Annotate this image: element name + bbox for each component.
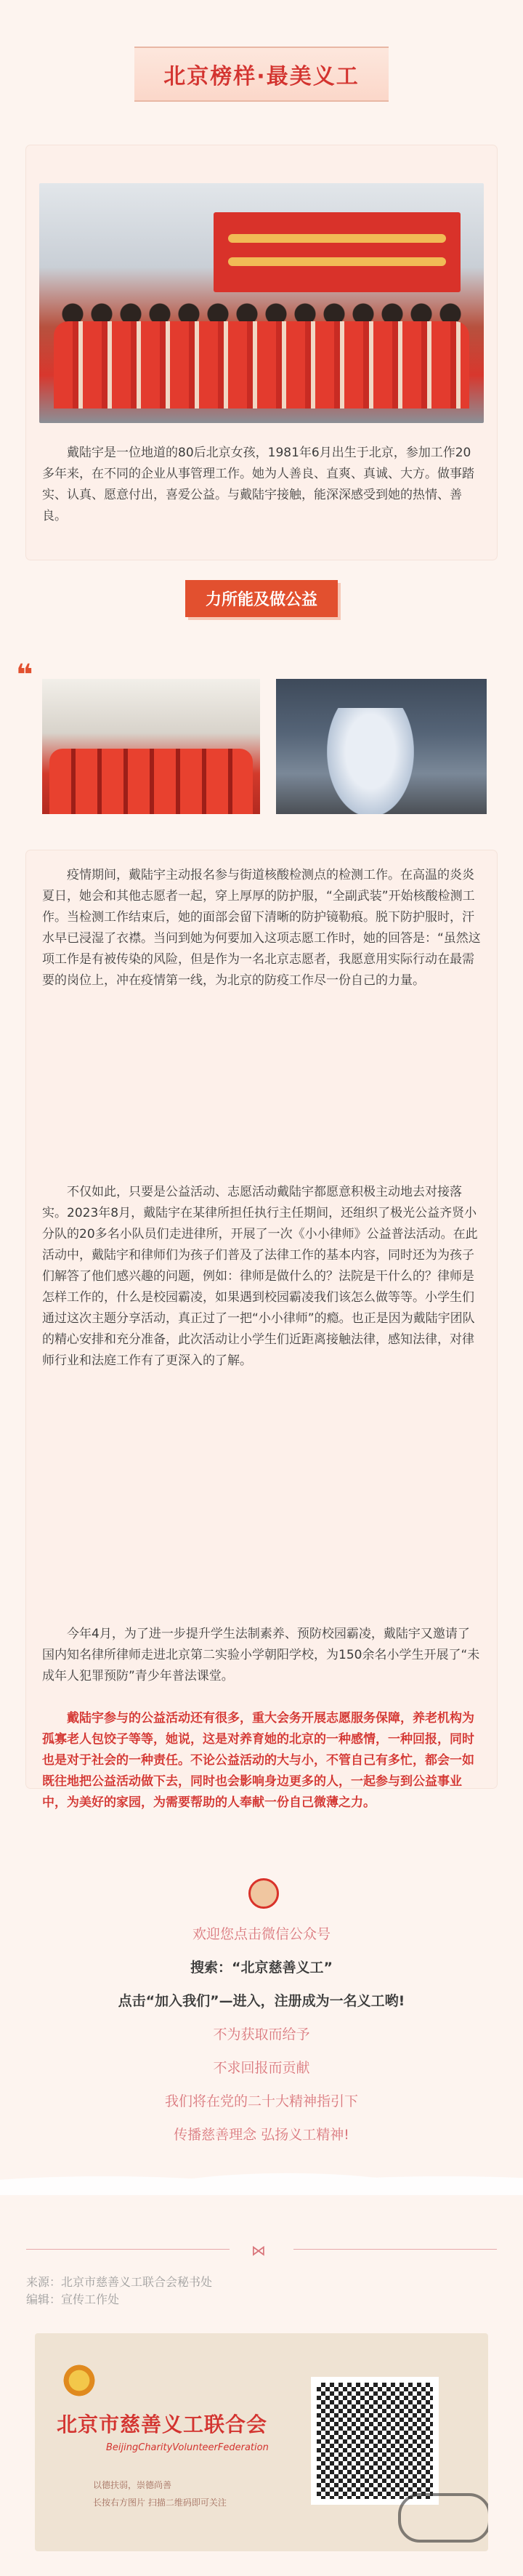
divider-line <box>26 2249 230 2250</box>
promo-card <box>35 2333 488 2551</box>
promo-slogan: 长按右方图片 扫描二维码即可关注 <box>93 2497 227 2508</box>
footer-line: 不求回报而贡献 <box>213 2060 310 2076</box>
editor-text: 编辑：宣传工作处 <box>26 2293 120 2306</box>
crowd-figures <box>54 321 469 408</box>
footer-join-line: 点击“加入我们”—进入，注册成为一名义工哟! <box>118 1993 405 2009</box>
footer-line: 不为获取而给予 <box>213 2026 310 2042</box>
quote-icon: ❝ <box>16 659 33 692</box>
group-photo <box>39 183 484 423</box>
protective-suit-figure <box>327 708 414 814</box>
footer-line: 传播慈善理念 弘扬义工精神! <box>174 2127 349 2143</box>
section-heading <box>0 580 523 617</box>
protective-suit-photo <box>276 679 487 814</box>
title-area <box>0 47 523 102</box>
story-paragraph-4-highlight: 戴陆宇参与的公益活动还有很多，重大会务开展志愿服务保障，养老机构为孤寡老人包饺子等等，她说，这是对养育她的北京的一种感情，一种回报，同时也是对于社会的一种责任。不论公益活动的大与小，不管自己有多忙，都会一如既往地把公益活动做下去，同时也会影响身边更多的人，一起参与到公益事业中，为美好的家园，为需要帮助的人奉献一份自己微薄之力。 <box>42 1711 474 1810</box>
cloud-decoration <box>0 2152 523 2195</box>
glasses-decoration-icon <box>398 2493 488 2543</box>
section-title: 力所能及做公益 <box>185 580 338 617</box>
bow-divider <box>26 2242 497 2259</box>
footer-line: 我们将在党的二十大精神指引下 <box>164 2093 358 2109</box>
page-title: 北京榜样·最美义工 <box>134 47 388 102</box>
story-paragraph-2: 不仅如此，只要是公益活动、志愿活动戴陆宇都愿意积极主动地去对接落实。2023年8月，戴陆宇在某律所担任执行主任期间，还组织了极光公益齐贤小分队的20多名小队员们走进律所，开展了一次《小小律师》公益普法活动。在此活动中，戴陆宇和律师们为孩子们普及了法律工作的基本内容，同时还为为孩子们解答了他们感兴趣的问题，例如：律师是做什么的？法院是干什么的？律师是怎样工作的，什么是校园霸凌，如果遇到校园霸凌我们该怎么做等等。小学生们通过这次主题分享活动，真正过了一把“小小律师”的瘾。也正是因为戴陆宇团队的精心安排和充分准备，此次活动让小学生们近距离接触法律，感知法律，对律师行业和法庭工作有了更深入的了解。 <box>42 1185 478 1368</box>
org-name-en: BeijingCharityVolunteerFederation <box>106 2442 269 2453</box>
children-photo <box>42 679 260 814</box>
source-text: 来源：北京市慈善义工联合会秘书处 <box>26 2275 213 2289</box>
divider-line <box>293 2249 497 2250</box>
banner-backdrop <box>214 212 461 292</box>
article-meta <box>26 2274 212 2309</box>
federation-logo-icon <box>61 2362 97 2399</box>
children-figures <box>49 749 253 814</box>
story-paragraph-1: 疫情期间，戴陆宇主动报名参与街道核酸检测点的检测工作。在高温的炎炎夏日，她会和其他志愿者一起，穿上厚厚的防护服，“全副武装”开始核酸检测工作。当检测工作结束后，她的面部会留下清晰的防护镜勒痕。脱下防护服时，汗水早已浸湿了衣襟。当问到她为何要加入这项志愿工作时，她的回答是：“虽然这项工作是有被传染的风险，但是作为一名北京志愿者，我愿意用实际行动在最需要的岗位上，冲在疫情第一线，为北京的防疫工作尽一份自己的力量。 <box>42 868 481 988</box>
story-paragraph-3: 今年4月，为了进一步提升学生法制素养、预防校园霸凌，戴陆宇又邀请了国内知名律所律师走进北京第二实验小学朝阳学校，为150余名小学生开展了“未成年人犯罪预防”青少年普法课堂。 <box>42 1627 480 1683</box>
intro-card <box>26 145 497 560</box>
qr-code[interactable] <box>311 2377 439 2505</box>
footer-line: 欢迎您点击微信公众号 <box>192 1926 331 1942</box>
story-card <box>26 850 497 1810</box>
banner-text-line <box>228 234 446 243</box>
footer-call-to-action <box>0 1917 523 2152</box>
org-name-cn: 北京市慈善义工联合会 <box>57 2412 268 2436</box>
footer-search-line: 搜索：“北京慈善义工” <box>190 1960 333 1976</box>
promo-slogan: 以德扶弱，崇德尚善 <box>93 2480 172 2490</box>
mascot-icon <box>248 1878 279 1909</box>
bow-icon: ⋈ <box>251 2242 266 2259</box>
banner-text-line <box>228 257 446 266</box>
intro-paragraph: 戴陆宇是一位地道的80后北京女孩，1981年6月出生于北京，参加工作20多年来，在不同的企业从事管理工作。她为人善良、直爽、真诚、大方。做事踏实、认真、愿意付出，喜爱公益。与戴陆宇接触，能深深感受到她的热情、善良。 <box>42 446 474 523</box>
